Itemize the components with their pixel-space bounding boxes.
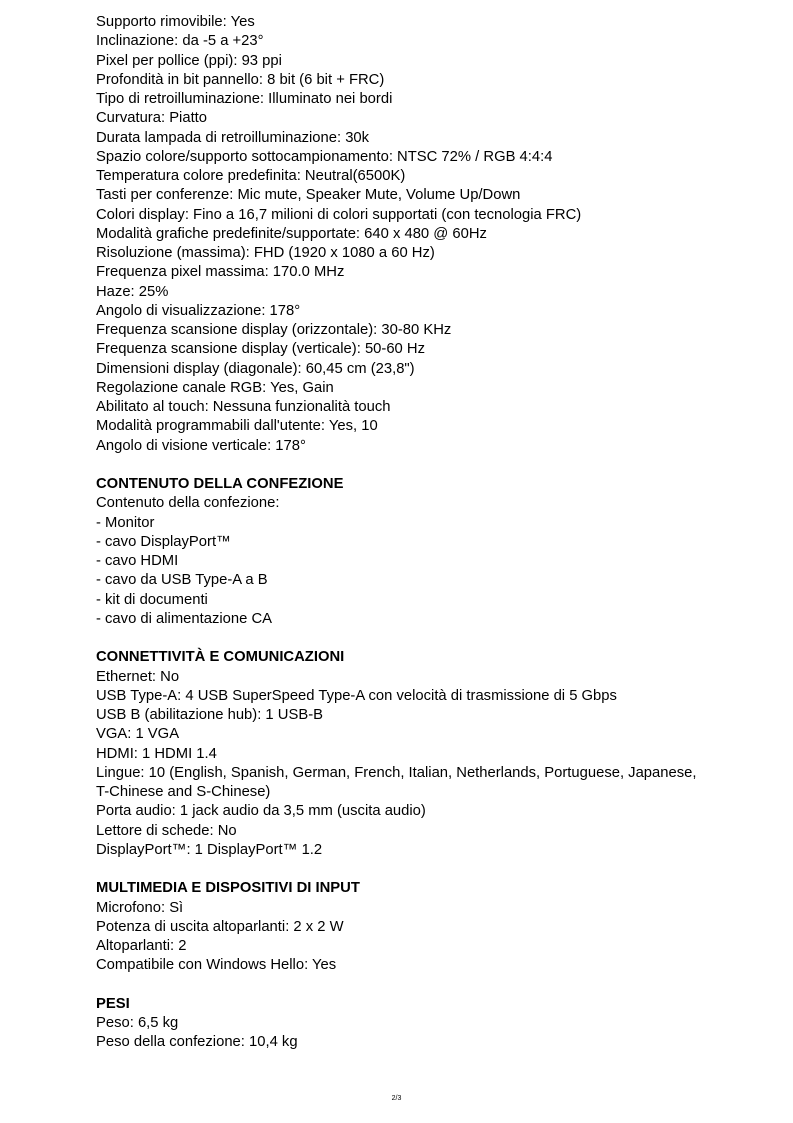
spec-line: Durata lampada di retroilluminazione: 30k: [96, 129, 370, 146]
spec-line: Microfono: Sì: [96, 899, 184, 916]
spec-line: Ethernet: No: [96, 668, 180, 685]
spec-line: Modalità programmabili dall'utente: Yes, 10: [96, 418, 378, 435]
spec-line: USB Type-A: 4 USB SuperSpeed Type-A con velocità di trasmissione di 5 Gbps: [96, 687, 617, 704]
spec-line: Compatibile con Windows Hello: Yes: [96, 957, 337, 974]
spec-line: Risoluzione (massima): FHD (1920 x 1080 a 60 Hz): [96, 245, 435, 261]
spec-line: HDMI: 1 HDMI 1.4: [96, 745, 217, 762]
spec-line: Lingue: 10 (English, Spanish, German, French, Italian, Netherlands, Portuguese, Japanese,: [96, 764, 697, 781]
spec-line: - cavo di alimentazione CA: [96, 610, 273, 627]
spec-line: Angolo di visualizzazione: 178°: [96, 302, 301, 319]
section-weights: [96, 995, 766, 1053]
spec-line: Porta audio: 1 jack audio da 3,5 mm (uscita audio): [96, 803, 426, 820]
spec-line: Pixel per pollice (ppi): 93 ppi: [96, 52, 282, 69]
section-connectivity: [96, 648, 766, 860]
spec-line: Supporto rimovibile: Yes: [96, 14, 255, 30]
spec-line: - cavo HDMI: [96, 553, 179, 569]
spec-line: DisplayPort™: 1 DisplayPort™ 1.2: [96, 841, 323, 858]
spec-line: Temperatura colore predefinita: Neutral(6500K): [96, 168, 406, 184]
section-multimedia: [96, 879, 766, 975]
page-number: 2/3: [391, 1095, 402, 1102]
spec-line: VGA: 1 VGA: [96, 726, 180, 743]
spec-line: Peso: 6,5 kg: [96, 1015, 179, 1031]
spec-line: Curvatura: Piatto: [96, 110, 208, 127]
spec-line: Frequenza scansione display (verticale): 50-60 Hz: [96, 341, 425, 358]
spec-line: Potenza di uscita altoparlanti: 2 x 2 W: [96, 918, 344, 935]
spec-line: Colori display: Fino a 16,7 milioni di colori supportati (con tecnologia FRC): [96, 206, 582, 223]
spec-line: Altoparlanti: 2: [96, 938, 187, 954]
spec-line: Dimensioni display (diagonale): 60,45 cm (23,8"): [96, 360, 415, 377]
spec-line: Inclinazione: da -5 a +23°: [96, 33, 264, 50]
spec-line: Modalità grafiche predefinite/supportate: 640 x 480 @ 60Hz: [96, 225, 487, 242]
section-heading: CONTENUTO DELLA CONFEZIONE: [96, 476, 344, 492]
spec-line: - cavo DisplayPort™: [96, 533, 231, 550]
spec-line: Tasti per conferenze: Mic mute, Speaker Mute, Volume Up/Down: [96, 187, 521, 204]
spec-line: T-Chinese and S-Chinese): [96, 784, 271, 800]
spec-line: Peso della confezione: 10,4 kg: [96, 1034, 298, 1051]
spec-line: Profondità in bit pannello: 8 bit (6 bit + FRC): [96, 71, 385, 88]
spec-line: - cavo da USB Type-A a B: [96, 572, 268, 589]
spec-line: Contenuto della confezione:: [96, 495, 280, 512]
spec-line: Frequenza pixel massima: 170.0 MHz: [96, 264, 345, 281]
spec-line: USB B (abilitazione hub): 1 USB-B: [96, 707, 323, 723]
spec-line: Lettore di schede: No: [96, 822, 237, 839]
specs-continued: [96, 13, 766, 456]
spec-line: Tipo di retroilluminazione: Illuminato nei bordi: [96, 91, 393, 107]
section-heading: PESI: [96, 995, 130, 1012]
section-heading: CONNETTIVITÀ E COMUNICAZIONI: [96, 649, 345, 666]
section-package-contents: [96, 475, 766, 629]
spec-line: Spazio colore/supporto sottocampionamento: NTSC 72% / RGB 4:4:4: [96, 148, 553, 165]
document-body: [96, 13, 766, 1053]
spec-line: Regolazione canale RGB: Yes, Gain: [96, 379, 334, 396]
spec-line: - Monitor: [96, 514, 155, 531]
spec-line: Haze: 25%: [96, 283, 169, 300]
spec-line: Frequenza scansione display (orizzontale): 30-80 KHz: [96, 322, 452, 338]
spec-line: - kit di documenti: [96, 591, 208, 608]
spec-line: Angolo di visione verticale: 178°: [96, 437, 306, 454]
spec-line: Abilitato al touch: Nessuna funzionalità touch: [96, 399, 391, 415]
section-heading: MULTIMEDIA E DISPOSITIVI DI INPUT: [96, 880, 360, 897]
